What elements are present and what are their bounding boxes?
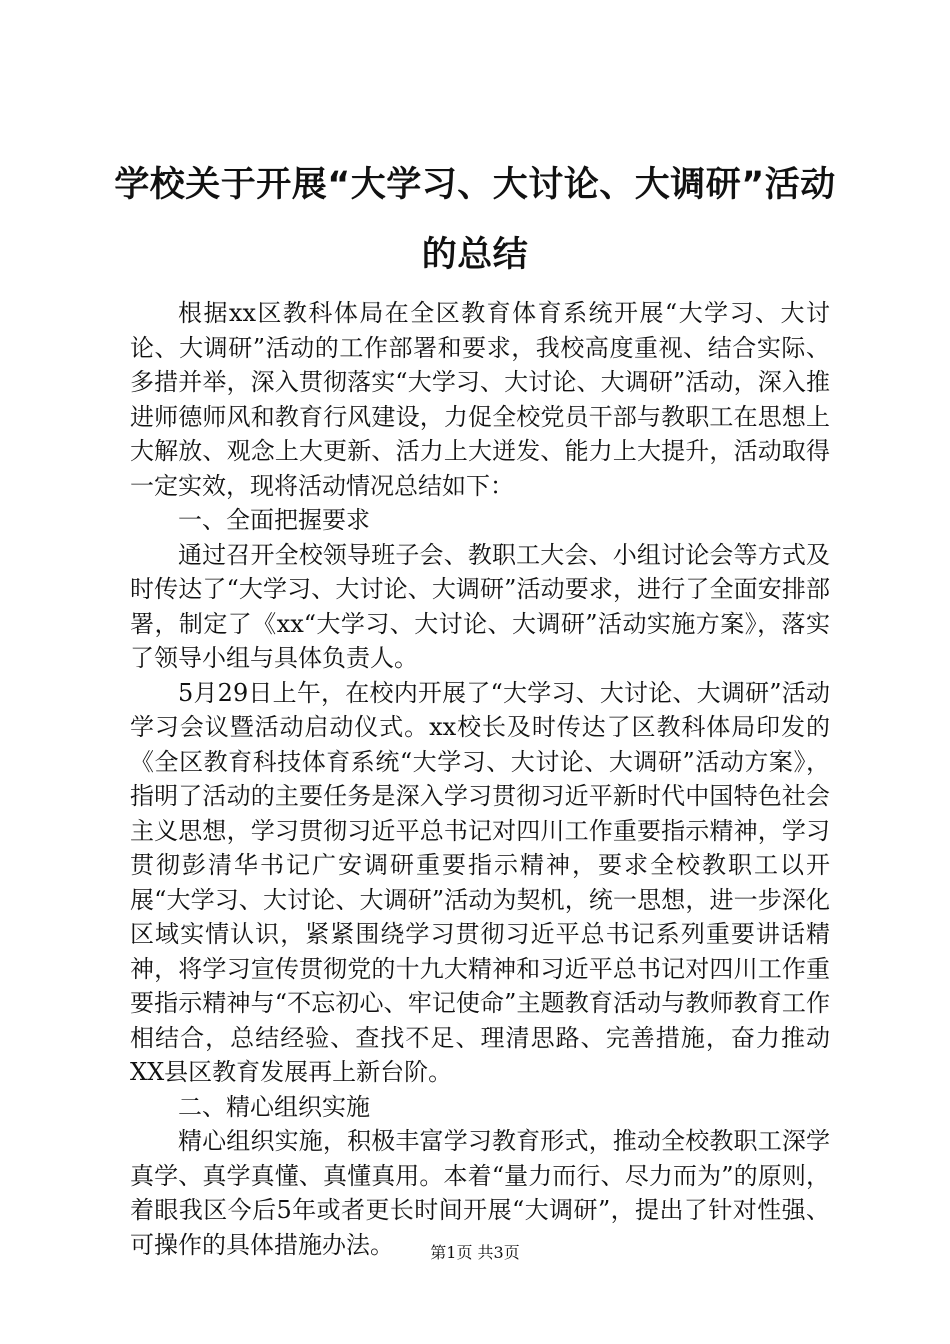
section-heading-1: 一、全面把握要求 bbox=[178, 506, 370, 534]
intro-paragraph: 根据xx区教科体局在全区教育体育系统开展“大学习、大讨论、大调研”活动的工作部署和要求，我校高度重视、结合实际、多措并举，深入贯彻落实“大学习、大讨论、大调研”活动，深入推进师德师风和教育行风建设，力促全校党员干部与教职工在思想上大解放、观念上大更新、活力上大迸发、能力上大提升，活动取得一定实效，现将活动情况总结如下： bbox=[130, 299, 830, 500]
section-heading-2: 二、精心组织实施 bbox=[178, 1092, 370, 1121]
document-title: 学校关于开展“大学习、大讨论、大调研”活动的总结 bbox=[114, 165, 836, 275]
document-body bbox=[130, 296, 830, 1262]
section-2-paragraph-1: 精心组织实施，积极丰富学习教育形式，推动全校教职工深学真学、真学真懂、真懂真用。本着“量力而行、尽力而为”的原则，着眼我区今后5年或者更长时间开展“大调研”，提出了针对性强、可操作的具体措施办法。 bbox=[130, 1127, 830, 1259]
page-number-footer: 第1页 共3页 bbox=[430, 1243, 520, 1262]
section-1-paragraph-1: 通过召开全校领导班子会、教职工大会、小组讨论会等方式及时传达了“大学习、大讨论、大调研”活动要求，进行了全面安排部署，制定了《xx“大学习、大讨论、大调研”活动实施方案》，落实了领导小组与具体负责人。 bbox=[130, 540, 830, 672]
section-1-paragraph-2: 5月29日上午，在校内开展了“大学习、大讨论、大调研”活动学习会议暨活动启动仪式。xx校长及时传达了区教科体局印发的《全区教育科技体育系统“大学习、大讨论、大调研”活动方案》，指明了活动的主要任务是深入学习贯彻习近平新时代中国特色社会主义思想，学习贯彻习近平总书记对四川工作重要指示精神，学习贯彻彭清华书记广安调研重要指示精神，要求全校教职工以开展“大学习、大讨论、大调研”活动为契机，统一思想，进一步深化区域实情认识，紧紧围绕学习贯彻习近平总书记系列重要讲话精神，将学习宣传贯彻党的十九大精神和习近平总书记对四川工作重要指示精神与“不忘初心、牢记使命”主题教育活动与教师教育工作相结合，总结经验、查找不足、理清思路、完善措施，奋力推动XX县区教育发展再上新台阶。 bbox=[130, 678, 830, 1086]
